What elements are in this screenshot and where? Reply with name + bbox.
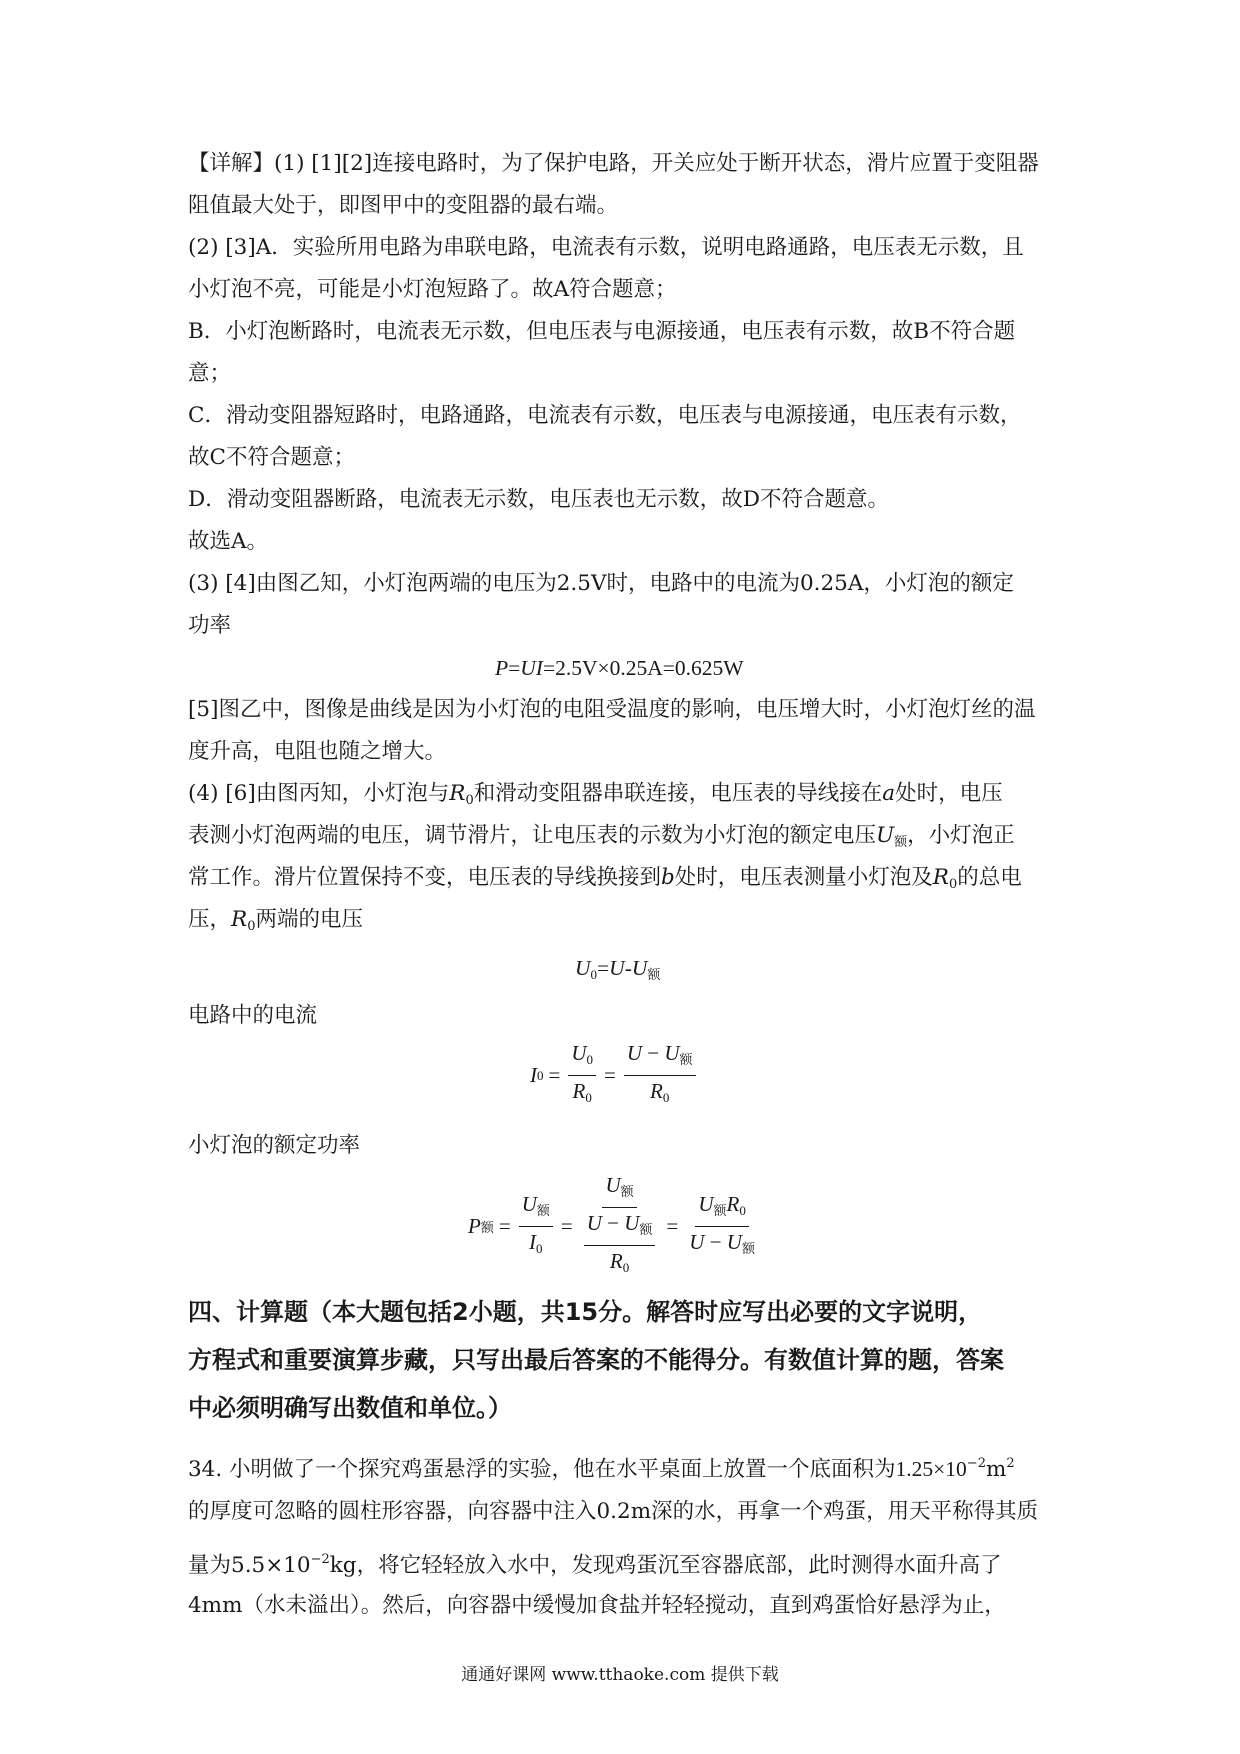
text-line: 小灯泡不亮，可能是小灯泡短路了。故A符合题意； — [188, 277, 677, 302]
text-line: 表测小灯泡两端的电压，调节滑片，让电压表的示数为小灯泡的额定电压$U_额$，小灯泡正 — [188, 823, 1015, 850]
question-34-line: 4mm（水未溢出）。然后，向容器中缓慢加食盐并轻轻搅动，直到鸡蛋恰好悬浮为止， — [188, 1593, 1006, 1618]
text-line: 度升高，电阻也随之增大。 — [188, 739, 447, 764]
text-line: 阻值最大处于，即图甲中的变阻器的最右端。 — [188, 193, 619, 218]
voltage-equation: $U_0=U-U_额$ — [575, 956, 661, 982]
section-heading-line: 中必须明确写出数值和单位。） — [188, 1394, 512, 1422]
text-line: B．小灯泡断路时，电流表无示数，但电压表与电源接通，电压表有示数，故B不符合题 — [188, 319, 1016, 344]
current-equation: I 0 = $\frac{U_0}{R_0}$ = $\frac{U - U_额}{R_0}$ — [530, 1040, 699, 1111]
text-line: (3) [4]由图乙知，小灯泡两端的电压为2.5V时，电路中的电流为0.25A，小灯泡的额定 — [188, 571, 1014, 596]
text-line: [5]图乙中，图像是曲线是因为小灯泡的电阻受温度的影响，电压增大时，小灯泡灯丝的温 — [188, 697, 1036, 722]
footer-source: 通通好课网 www.tthaoke.com 提供下载 — [461, 1665, 779, 1685]
text-line: (2) [3]A．实验所用电路为串联电路，电流表有示数，说明电路通路，电压表无示数，且 — [188, 235, 1024, 260]
rated-power-equation: P 额 = $\frac{U_额}{I_0}$ = $\frac{U_额}{\frac{U - U_额}{R_0}}$ = $\frac{U_额R_0}{U - U_额}$ — [468, 1173, 755, 1275]
text-line: D．滑动变阻器断路，电流表无示数，电压表也无示数，故D不符合题意。 — [188, 487, 889, 512]
text-line: 故C不符合题意； — [188, 445, 355, 470]
text-line: 【详解】(1) [1][2]连接电路时，为了保护电路，开关应处于断开状态，滑片应置于变阻器 — [188, 151, 1039, 176]
text-line: C．滑动变阻器短路时，电路通路，电流表有示数，电压表与电源接通，电压表有示数， — [188, 403, 1022, 428]
text-line: 意； — [188, 361, 232, 386]
text-line: 功率 — [188, 613, 232, 638]
question-34-line: 的厚度可忽略的圆柱形容器，向容器中注入0.2m深的水，再拿一个鸡蛋，用天平称得其质 — [188, 1499, 1039, 1524]
question-34-line: 34. 小明做了一个探究鸡蛋悬浮的实验，他在水平桌面上放置一个底面积为$1.25\times 10^{-2}m^2$ — [188, 1456, 1015, 1482]
section-heading-line: 四、计算题（本大题包括2小题，共15分。解答时应写出必要的文字说明， — [188, 1298, 983, 1326]
section-heading-line: 方程式和重要演算步藏，只写出最后答案的不能得分。有数值计算的题，答案 — [188, 1346, 1004, 1374]
current-label: 电路中的电流 — [188, 1003, 318, 1028]
power-equation: P=UI=2.5V×0.25A=0.625W — [495, 656, 744, 680]
text-line: 故选A。 — [188, 529, 269, 554]
text-line: (4) [6]由图丙知，小灯泡与$R_0$和滑动变阻器串联连接，电压表的导线接在a处时，电压 — [188, 781, 1003, 808]
power-label: 小灯泡的额定功率 — [188, 1133, 361, 1158]
text-line: 压，$R_0$两端的电压 — [188, 907, 364, 934]
text-line: 常工作。滑片位置保持不变，电压表的导线换接到b处时，电压表测量小灯泡及$R_0$的总电 — [188, 865, 1022, 892]
question-34-line: 量为$5.5\times 10^{-2}kg$，将它轻轻放入水中，发现鸡蛋沉至容器底部，此时测得水面升高了 — [188, 1552, 1002, 1578]
